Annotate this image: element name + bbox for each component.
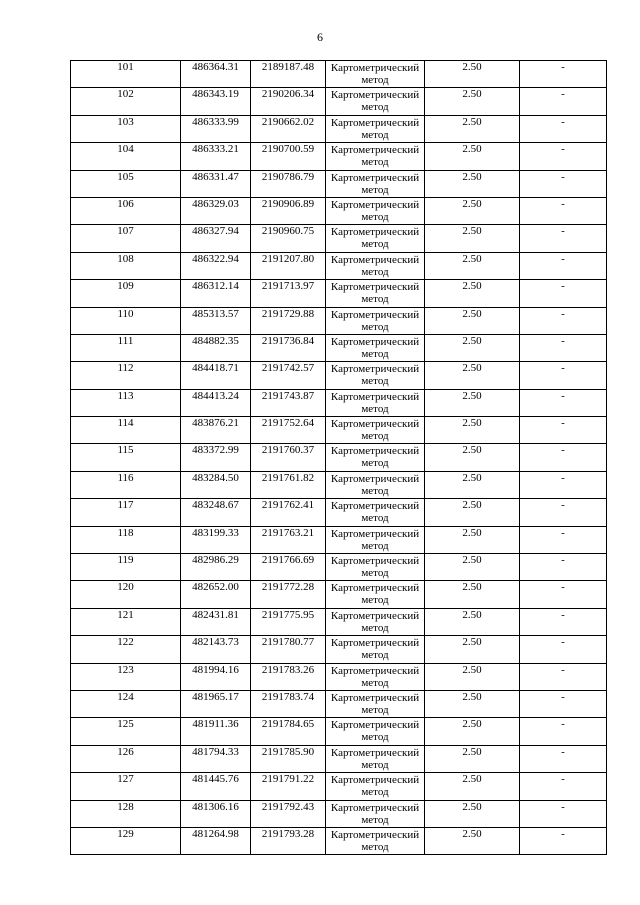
point-number-cell: 128 <box>71 800 181 827</box>
method-line-2: метод <box>361 786 389 799</box>
accuracy-cell: 2.50 <box>425 663 520 690</box>
point-number-cell: 129 <box>71 827 181 854</box>
method-line-1: Картометрический <box>330 691 420 704</box>
point-number-cell: 108 <box>71 252 181 279</box>
table-row <box>71 61 607 88</box>
table-row <box>71 170 607 197</box>
x-coordinate-cell: 486343.19 <box>181 88 251 115</box>
table-row <box>71 88 607 115</box>
method-line-1: Картометрический <box>330 500 420 513</box>
accuracy-cell: 2.50 <box>425 690 520 717</box>
method-line-1: Картометрический <box>330 472 420 485</box>
point-number-cell: 104 <box>71 143 181 170</box>
accuracy-cell: 2.50 <box>425 526 520 553</box>
method-line-1: Картометрический <box>330 281 420 294</box>
x-coordinate-cell: 483372.99 <box>181 444 251 471</box>
method-cell <box>326 115 425 142</box>
description-cell: - <box>520 307 607 334</box>
method-line-1: Картометрический <box>330 445 420 458</box>
method-cell <box>326 280 425 307</box>
accuracy-cell: 2.50 <box>425 334 520 361</box>
description-cell: - <box>520 499 607 526</box>
method-line-2: метод <box>361 101 389 114</box>
method-line-2: метод <box>361 210 389 223</box>
method-line-1: Картометрический <box>330 774 420 787</box>
method-line-1: Картометрический <box>330 116 420 129</box>
y-coordinate-cell: 2191766.69 <box>251 554 326 581</box>
table-row <box>71 827 607 854</box>
point-number-cell: 118 <box>71 526 181 553</box>
accuracy-cell: 2.50 <box>425 170 520 197</box>
method-line-2: метод <box>361 457 389 470</box>
point-number-cell: 109 <box>71 280 181 307</box>
point-number-cell: 102 <box>71 88 181 115</box>
y-coordinate-cell: 2191772.28 <box>251 581 326 608</box>
y-coordinate-cell: 2190786.79 <box>251 170 326 197</box>
method-cell <box>326 252 425 279</box>
method-cell <box>326 800 425 827</box>
method-cell <box>326 61 425 88</box>
x-coordinate-cell: 485313.57 <box>181 307 251 334</box>
description-cell: - <box>520 800 607 827</box>
y-coordinate-cell: 2190960.75 <box>251 225 326 252</box>
table-row <box>71 636 607 663</box>
method-line-1: Картометрический <box>330 609 420 622</box>
y-coordinate-cell: 2191742.57 <box>251 362 326 389</box>
y-coordinate-cell: 2191729.88 <box>251 307 326 334</box>
accuracy-cell: 2.50 <box>425 225 520 252</box>
accuracy-cell: 2.50 <box>425 307 520 334</box>
x-coordinate-cell: 486333.21 <box>181 143 251 170</box>
point-number-cell: 122 <box>71 636 181 663</box>
x-coordinate-cell: 484418.71 <box>181 362 251 389</box>
method-cell <box>326 636 425 663</box>
accuracy-cell: 2.50 <box>425 773 520 800</box>
x-coordinate-cell: 483876.21 <box>181 417 251 444</box>
accuracy-cell: 2.50 <box>425 417 520 444</box>
point-number-cell: 127 <box>71 773 181 800</box>
point-number-cell: 124 <box>71 690 181 717</box>
method-line-2: метод <box>361 293 389 306</box>
description-cell: - <box>520 197 607 224</box>
point-number-cell: 106 <box>71 197 181 224</box>
method-line-1: Картометрический <box>330 746 420 759</box>
description-cell: - <box>520 170 607 197</box>
method-cell <box>326 225 425 252</box>
description-cell: - <box>520 143 607 170</box>
y-coordinate-cell: 2191736.84 <box>251 334 326 361</box>
method-line-2: метод <box>361 74 389 86</box>
method-cell <box>326 608 425 635</box>
method-cell <box>326 417 425 444</box>
table-row <box>71 334 607 361</box>
y-coordinate-cell: 2191760.37 <box>251 444 326 471</box>
method-line-1: Картометрический <box>330 637 420 650</box>
description-cell: - <box>520 334 607 361</box>
x-coordinate-cell: 481994.16 <box>181 663 251 690</box>
method-cell <box>326 471 425 498</box>
point-number-cell: 105 <box>71 170 181 197</box>
description-cell: - <box>520 61 607 88</box>
method-line-1: Картометрический <box>330 418 420 431</box>
table-row <box>71 745 607 772</box>
y-coordinate-cell: 2191793.28 <box>251 827 326 854</box>
x-coordinate-cell: 486329.03 <box>181 197 251 224</box>
method-cell <box>326 88 425 115</box>
description-cell: - <box>520 718 607 745</box>
table-row <box>71 115 607 142</box>
y-coordinate-cell: 2191763.21 <box>251 526 326 553</box>
y-coordinate-cell: 2190700.59 <box>251 143 326 170</box>
table-row <box>71 499 607 526</box>
method-cell <box>326 581 425 608</box>
description-cell: - <box>520 663 607 690</box>
method-cell <box>326 526 425 553</box>
y-coordinate-cell: 2191792.43 <box>251 800 326 827</box>
accuracy-cell: 2.50 <box>425 608 520 635</box>
table-row <box>71 690 607 717</box>
description-cell: - <box>520 362 607 389</box>
table-row <box>71 608 607 635</box>
x-coordinate-cell: 484413.24 <box>181 389 251 416</box>
table-row <box>71 389 607 416</box>
method-line-1: Картометрический <box>330 253 420 266</box>
accuracy-cell: 2.50 <box>425 827 520 854</box>
method-cell <box>326 773 425 800</box>
page-number: 6 <box>317 30 323 44</box>
y-coordinate-cell: 2191784.65 <box>251 718 326 745</box>
method-line-2: метод <box>361 402 389 415</box>
description-cell: - <box>520 636 607 663</box>
description-cell: - <box>520 444 607 471</box>
table-row <box>71 800 607 827</box>
point-number-cell: 111 <box>71 334 181 361</box>
description-cell: - <box>520 554 607 581</box>
method-cell <box>326 554 425 581</box>
method-line-2: метод <box>361 238 389 251</box>
table-row <box>71 581 607 608</box>
method-line-2: метод <box>361 567 389 580</box>
x-coordinate-cell: 486322.94 <box>181 252 251 279</box>
method-line-1: Картометрический <box>330 198 420 211</box>
y-coordinate-cell: 2190206.34 <box>251 88 326 115</box>
y-coordinate-cell: 2191783.26 <box>251 663 326 690</box>
accuracy-cell: 2.50 <box>425 88 520 115</box>
method-line-2: метод <box>361 758 389 771</box>
point-number-cell: 101 <box>71 61 181 88</box>
point-number-cell: 103 <box>71 115 181 142</box>
description-cell: - <box>520 115 607 142</box>
x-coordinate-cell: 486364.31 <box>181 61 251 88</box>
y-coordinate-cell: 2191713.97 <box>251 280 326 307</box>
y-coordinate-cell: 2191762.41 <box>251 499 326 526</box>
method-line-2: метод <box>361 649 389 662</box>
method-line-1: Картометрический <box>330 363 420 376</box>
description-cell: - <box>520 471 607 498</box>
y-coordinate-cell: 2189187.48 <box>251 61 326 88</box>
accuracy-cell: 2.50 <box>425 143 520 170</box>
y-coordinate-cell: 2191783.74 <box>251 690 326 717</box>
method-line-1: Картометрический <box>330 171 420 184</box>
accuracy-cell: 2.50 <box>425 115 520 142</box>
point-number-cell: 115 <box>71 444 181 471</box>
description-cell: - <box>520 581 607 608</box>
y-coordinate-cell: 2190906.89 <box>251 197 326 224</box>
x-coordinate-cell: 482431.81 <box>181 608 251 635</box>
point-number-cell: 126 <box>71 745 181 772</box>
x-coordinate-cell: 484882.35 <box>181 334 251 361</box>
method-line-2: метод <box>361 703 389 716</box>
x-coordinate-cell: 483248.67 <box>181 499 251 526</box>
coordinates-table-body <box>71 61 607 855</box>
table-row <box>71 362 607 389</box>
method-line-1: Картометрический <box>330 308 420 321</box>
y-coordinate-cell: 2190662.02 <box>251 115 326 142</box>
method-cell <box>326 499 425 526</box>
x-coordinate-cell: 486331.47 <box>181 170 251 197</box>
method-line-1: Картометрический <box>330 89 420 102</box>
description-cell: - <box>520 280 607 307</box>
accuracy-cell: 2.50 <box>425 252 520 279</box>
x-coordinate-cell: 482986.29 <box>181 554 251 581</box>
table-row <box>71 307 607 334</box>
method-line-1: Картометрический <box>330 664 420 677</box>
method-line-2: метод <box>361 594 389 607</box>
method-line-1: Картометрический <box>330 527 420 540</box>
point-number-cell: 113 <box>71 389 181 416</box>
accuracy-cell: 2.50 <box>425 745 520 772</box>
table-row <box>71 663 607 690</box>
method-line-1: Картометрический <box>330 226 420 239</box>
accuracy-cell: 2.50 <box>425 636 520 663</box>
method-line-2: метод <box>361 375 389 388</box>
point-number-cell: 120 <box>71 581 181 608</box>
accuracy-cell: 2.50 <box>425 800 520 827</box>
method-line-2: метод <box>361 512 389 525</box>
x-coordinate-cell: 483284.50 <box>181 471 251 498</box>
accuracy-cell: 2.50 <box>425 61 520 88</box>
method-line-2: метод <box>361 156 389 169</box>
method-cell <box>326 690 425 717</box>
point-number-cell: 114 <box>71 417 181 444</box>
y-coordinate-cell: 2191780.77 <box>251 636 326 663</box>
description-cell: - <box>520 225 607 252</box>
method-line-1: Картометрический <box>330 335 420 348</box>
accuracy-cell: 2.50 <box>425 718 520 745</box>
table-row <box>71 225 607 252</box>
point-number-cell: 112 <box>71 362 181 389</box>
table-row <box>71 718 607 745</box>
method-line-2: метод <box>361 484 389 497</box>
point-number-cell: 119 <box>71 554 181 581</box>
point-number-cell: 125 <box>71 718 181 745</box>
table-row <box>71 143 607 170</box>
x-coordinate-cell: 481965.17 <box>181 690 251 717</box>
method-line-1: Картометрический <box>330 582 420 595</box>
x-coordinate-cell: 486327.94 <box>181 225 251 252</box>
x-coordinate-cell: 486333.99 <box>181 115 251 142</box>
description-cell: - <box>520 690 607 717</box>
table-row <box>71 197 607 224</box>
point-number-cell: 116 <box>71 471 181 498</box>
description-cell: - <box>520 417 607 444</box>
method-line-1: Картометрический <box>330 390 420 403</box>
method-line-1: Картометрический <box>330 828 420 841</box>
point-number-cell: 107 <box>71 225 181 252</box>
table-row <box>71 417 607 444</box>
description-cell: - <box>520 827 607 854</box>
x-coordinate-cell: 486312.14 <box>181 280 251 307</box>
method-line-2: метод <box>361 676 389 689</box>
y-coordinate-cell: 2191743.87 <box>251 389 326 416</box>
x-coordinate-cell: 481445.76 <box>181 773 251 800</box>
coordinates-table <box>70 60 607 855</box>
description-cell: - <box>520 526 607 553</box>
accuracy-cell: 2.50 <box>425 581 520 608</box>
table-row <box>71 773 607 800</box>
table-row <box>71 526 607 553</box>
description-cell: - <box>520 773 607 800</box>
method-line-2: метод <box>361 731 389 744</box>
method-cell <box>326 745 425 772</box>
method-cell <box>326 389 425 416</box>
method-cell <box>326 362 425 389</box>
method-line-1: Картометрический <box>330 555 420 568</box>
y-coordinate-cell: 2191785.90 <box>251 745 326 772</box>
method-cell <box>326 718 425 745</box>
y-coordinate-cell: 2191752.64 <box>251 417 326 444</box>
accuracy-cell: 2.50 <box>425 554 520 581</box>
method-line-2: метод <box>361 539 389 552</box>
point-number-cell: 121 <box>71 608 181 635</box>
point-number-cell: 117 <box>71 499 181 526</box>
x-coordinate-cell: 481264.98 <box>181 827 251 854</box>
method-line-2: метод <box>361 265 389 278</box>
method-cell <box>326 197 425 224</box>
y-coordinate-cell: 2191761.82 <box>251 471 326 498</box>
x-coordinate-cell: 482652.00 <box>181 581 251 608</box>
method-line-2: метод <box>361 430 389 443</box>
table-row <box>71 471 607 498</box>
method-cell <box>326 307 425 334</box>
x-coordinate-cell: 481911.36 <box>181 718 251 745</box>
point-number-cell: 123 <box>71 663 181 690</box>
method-line-2: метод <box>361 347 389 360</box>
table-row <box>71 280 607 307</box>
accuracy-cell: 2.50 <box>425 389 520 416</box>
table-row <box>71 554 607 581</box>
x-coordinate-cell: 481794.33 <box>181 745 251 772</box>
accuracy-cell: 2.50 <box>425 471 520 498</box>
method-line-1: Картометрический <box>330 719 420 732</box>
y-coordinate-cell: 2191791.22 <box>251 773 326 800</box>
method-line-1: Картометрический <box>330 62 420 74</box>
accuracy-cell: 2.50 <box>425 499 520 526</box>
method-cell <box>326 170 425 197</box>
method-line-2: метод <box>361 840 389 853</box>
method-line-2: метод <box>361 183 389 196</box>
method-cell <box>326 334 425 361</box>
method-line-2: метод <box>361 128 389 141</box>
description-cell: - <box>520 88 607 115</box>
method-line-1: Картометрический <box>330 801 420 814</box>
method-cell <box>326 827 425 854</box>
table-row <box>71 252 607 279</box>
method-line-2: метод <box>361 621 389 634</box>
accuracy-cell: 2.50 <box>425 362 520 389</box>
method-line-2: метод <box>361 320 389 333</box>
x-coordinate-cell: 481306.16 <box>181 800 251 827</box>
description-cell: - <box>520 252 607 279</box>
y-coordinate-cell: 2191207.80 <box>251 252 326 279</box>
x-coordinate-cell: 482143.73 <box>181 636 251 663</box>
method-cell <box>326 143 425 170</box>
y-coordinate-cell: 2191775.95 <box>251 608 326 635</box>
accuracy-cell: 2.50 <box>425 444 520 471</box>
x-coordinate-cell: 483199.33 <box>181 526 251 553</box>
description-cell: - <box>520 608 607 635</box>
accuracy-cell: 2.50 <box>425 280 520 307</box>
description-cell: - <box>520 389 607 416</box>
accuracy-cell: 2.50 <box>425 197 520 224</box>
method-cell <box>326 444 425 471</box>
method-cell <box>326 663 425 690</box>
table-row <box>71 444 607 471</box>
method-line-1: Картометрический <box>330 144 420 157</box>
description-cell: - <box>520 745 607 772</box>
method-line-2: метод <box>361 813 389 826</box>
point-number-cell: 110 <box>71 307 181 334</box>
